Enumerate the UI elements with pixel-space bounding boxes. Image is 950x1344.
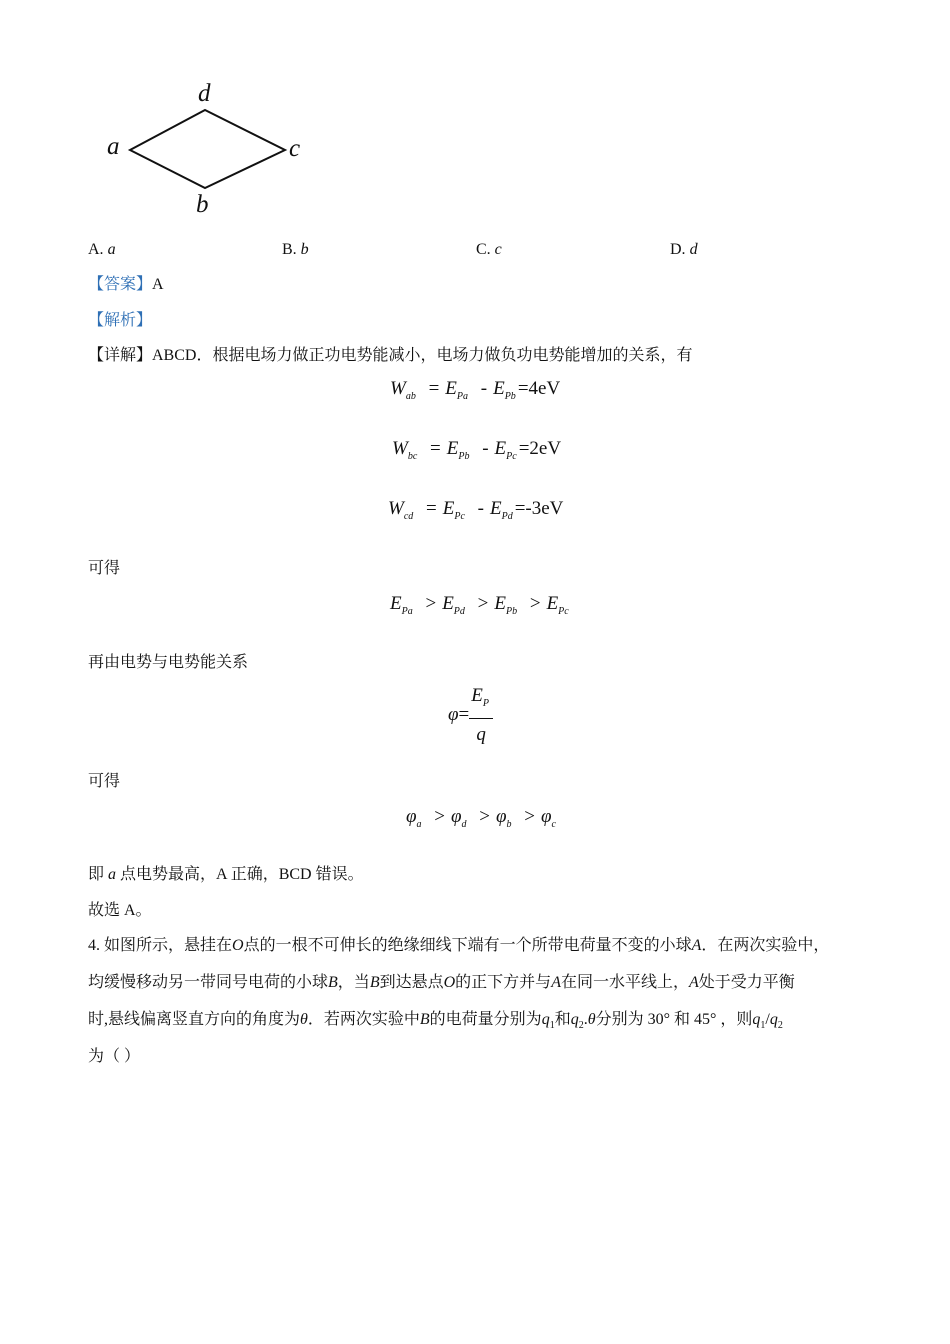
- kede-line-2: 可得: [88, 773, 121, 790]
- eq2-w: W: [392, 438, 408, 459]
- ineq-e4-sub: Pc: [558, 606, 569, 617]
- ineq-e-gt3: >: [529, 593, 541, 614]
- ineq-phi3-sub: b: [506, 819, 512, 830]
- ineq-e-gt2: >: [477, 593, 489, 614]
- q4-text: ，当: [337, 974, 370, 991]
- conclusion-var: a: [108, 866, 117, 883]
- ineq-phi2: φ: [450, 806, 462, 827]
- option-a-prefix: A.: [88, 241, 104, 258]
- eq1-rhs: =4eV: [517, 378, 561, 399]
- eq3-e2-sub: Pd: [501, 511, 513, 522]
- ineq-phi1: φ: [406, 806, 417, 827]
- ineq-e3: E: [494, 593, 506, 614]
- option-a-value: a: [107, 241, 116, 258]
- option-a: [88, 240, 116, 260]
- eq2-equal: =: [430, 438, 441, 459]
- ineq-e1-sub: Pa: [401, 606, 413, 617]
- answer-value: A: [152, 276, 164, 293]
- ineq-phi-gt3: >: [524, 806, 535, 827]
- ineq-phi3: φ: [495, 806, 507, 827]
- ineq-phi-gt2: >: [479, 806, 490, 827]
- inequality-potential: [406, 805, 558, 837]
- label-b: b: [196, 191, 209, 218]
- q4-var-o: O: [232, 937, 244, 954]
- q4-var-a: A: [551, 974, 561, 991]
- option-d-value: d: [689, 241, 698, 258]
- q4-text: 和: [554, 1011, 571, 1028]
- eq2-minus: -: [482, 438, 489, 459]
- option-c-value: c: [494, 241, 502, 258]
- q4-var-b: B: [419, 1011, 430, 1028]
- q4-text: 的电荷量分别为: [429, 1011, 542, 1028]
- kede-line-1: 可得: [88, 560, 121, 577]
- q4-text: 处于受力平衡: [698, 974, 795, 991]
- q4-text: ．在两次实验中，: [701, 937, 830, 954]
- q4-text: .: [583, 1011, 588, 1028]
- eq3-e1-sub: Pc: [454, 511, 465, 522]
- detail-line: 【详解】ABCD．根据电场力做正功电势能减小，电场力做负功电势能增加的关系，有: [88, 347, 693, 364]
- ineq-e2-sub: Pd: [453, 606, 465, 617]
- eq3-rhs: =-3eV: [514, 498, 564, 519]
- label-d: d: [198, 80, 211, 107]
- q4-text: 4. 如图所示，悬挂在: [88, 937, 233, 954]
- q4-var-a: A: [688, 974, 699, 991]
- conclusion-post: 点电势最高，A 正确，BCD 错误。: [120, 866, 364, 883]
- answer-tag: 【答案】: [88, 276, 153, 293]
- option-b: [282, 240, 309, 260]
- q4-text: /: [765, 1011, 770, 1028]
- eq1-e1-sub: Pa: [456, 391, 469, 402]
- answer-line: [88, 275, 164, 295]
- option-d-prefix: D.: [670, 241, 686, 258]
- rhombus-shape: [130, 110, 285, 188]
- ineq-phi4-sub: c: [551, 819, 556, 830]
- q4-line-4: 为（ ）: [88, 1048, 141, 1065]
- equation-phi: [448, 684, 493, 747]
- equation-wcd: [388, 497, 563, 529]
- q4-line-1: [88, 936, 829, 956]
- option-b-prefix: B.: [282, 241, 297, 258]
- eq3-w-sub: cd: [403, 511, 414, 522]
- label-c: c: [289, 135, 301, 162]
- eq2-e1: E: [446, 438, 459, 459]
- inequality-energy: [390, 592, 571, 624]
- equation-wbc: [392, 437, 561, 469]
- phi-symbol: φ: [448, 703, 459, 725]
- q4-sub: 1: [549, 1020, 555, 1032]
- eq2-rhs: =2eV: [518, 438, 562, 459]
- q4-var-o: O: [443, 974, 456, 991]
- ineq-phi-gt1: >: [434, 806, 445, 827]
- q4-text: ．若两次实验中: [307, 1011, 420, 1028]
- conclusion-pre: 即: [88, 866, 105, 883]
- eq1-w-sub: ab: [405, 391, 416, 402]
- eq1-w: W: [390, 378, 406, 399]
- option-c-prefix: C.: [476, 241, 491, 258]
- relation-line: 再由电势与电势能关系: [88, 654, 249, 671]
- q4-line-3: [88, 1010, 783, 1036]
- q4-text: 的正下方并与: [455, 974, 552, 991]
- q4-sub: 1: [760, 1020, 766, 1032]
- ineq-e1: E: [390, 593, 402, 614]
- eq1-equal: =: [428, 378, 440, 399]
- ineq-phi4: φ: [540, 806, 552, 827]
- ineq-e4: E: [546, 593, 559, 614]
- q4-var-q1: q: [541, 1011, 550, 1028]
- q4-text: 均缓慢移动另一带同号电荷的小球: [88, 974, 329, 991]
- q4-sub: 2: [777, 1020, 783, 1032]
- option-b-value: b: [300, 241, 309, 258]
- analysis-tag: 【解析】: [88, 312, 153, 329]
- q4-sub: 2: [578, 1020, 584, 1032]
- q4-var-q1: q: [752, 1011, 761, 1028]
- eq1-e2: E: [493, 378, 505, 399]
- eq1-e1: E: [445, 378, 457, 399]
- phi-equal: =: [458, 703, 470, 725]
- q4-var-b: B: [328, 974, 338, 991]
- eq1-minus: -: [480, 378, 488, 399]
- conclusion-line: [88, 865, 364, 885]
- phi-num: E: [471, 685, 483, 706]
- ineq-e2: E: [442, 593, 454, 614]
- q4-var-q2: q: [769, 1011, 778, 1028]
- phi-num-sub: P: [482, 698, 489, 709]
- q4-line-2: [88, 973, 795, 993]
- eq3-equal: =: [426, 498, 437, 519]
- q4-text: 到达悬点: [379, 974, 444, 991]
- label-a: a: [107, 133, 120, 160]
- option-c: [476, 240, 502, 260]
- eq1-e2-sub: Pb: [504, 391, 516, 402]
- eq3-e2: E: [489, 498, 502, 519]
- choose-line: 故选 A。: [88, 902, 152, 919]
- q4-var-b: B: [369, 974, 380, 991]
- eq2-e2-sub: Pc: [506, 451, 517, 462]
- phi-fraction: [469, 684, 493, 747]
- q4-var-theta: θ: [587, 1011, 596, 1028]
- eq2-e1-sub: Pb: [458, 451, 470, 462]
- analysis-line: [88, 311, 152, 331]
- eq2-w-sub: bc: [407, 451, 418, 462]
- eq3-w: W: [388, 498, 404, 519]
- q4-var-theta: θ: [300, 1011, 308, 1028]
- ineq-phi1-sub: a: [416, 819, 422, 830]
- ineq-phi2-sub: d: [461, 819, 467, 830]
- option-d: [670, 240, 698, 260]
- ineq-e3-sub: Pb: [505, 606, 518, 617]
- q4-text: 点的一根不可伸长的绝缘细线下端有一个所带电荷量不变的小球: [243, 937, 692, 954]
- q4-text: 分别为 30° 和 45° ，则: [595, 1011, 753, 1028]
- eq2-e2: E: [494, 438, 507, 459]
- q4-var-q2: q: [570, 1011, 579, 1028]
- q4-var-a: A: [691, 937, 702, 954]
- equation-wab: [390, 377, 560, 409]
- q4-text: 时,悬线偏离竖直方向的角度为: [88, 1011, 301, 1028]
- eq3-e1: E: [442, 498, 455, 519]
- phi-den: q: [476, 724, 486, 745]
- ineq-e-gt1: >: [425, 593, 437, 614]
- eq3-minus: -: [477, 498, 484, 519]
- q4-text: 在同一水平线上，: [560, 974, 689, 991]
